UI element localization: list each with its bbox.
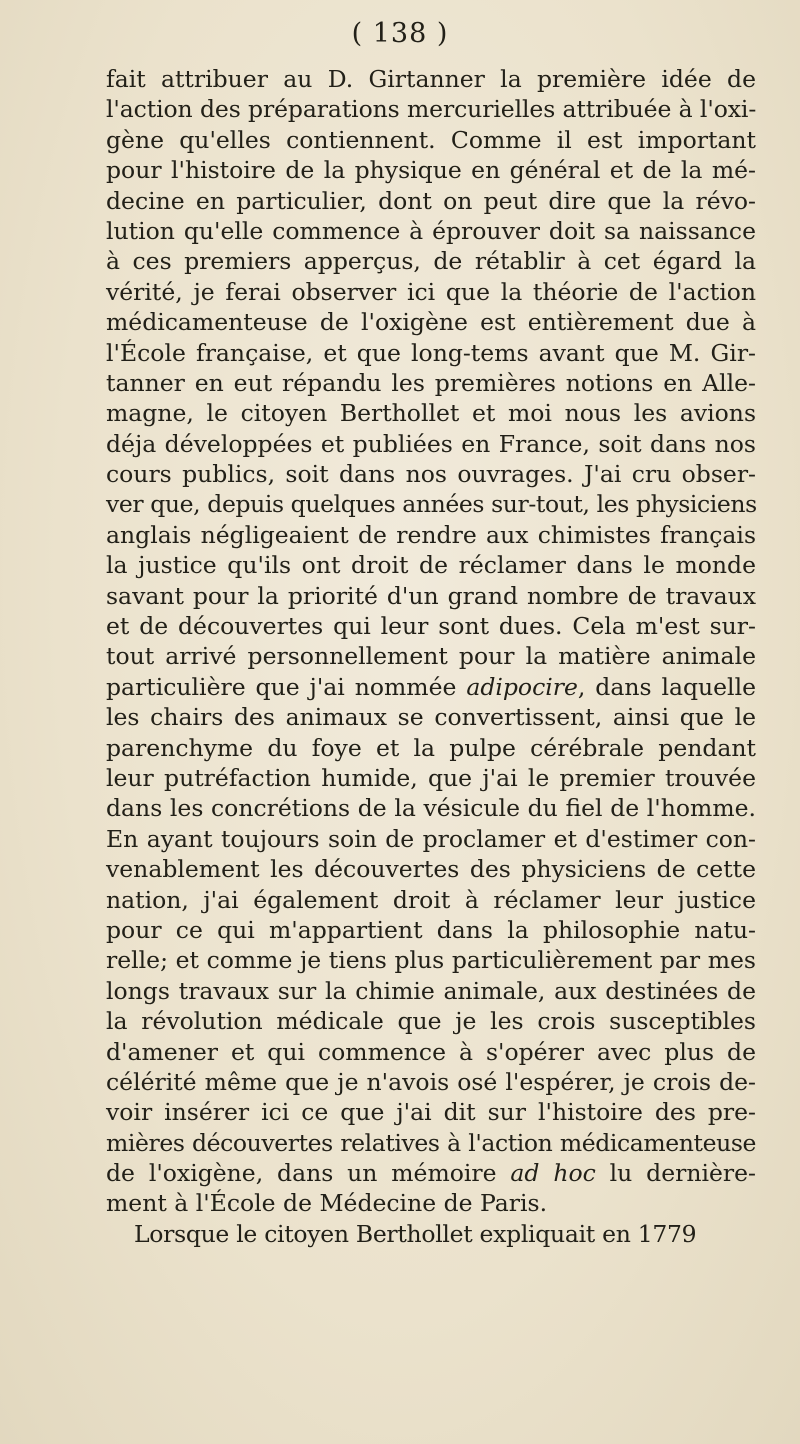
text-line: tout arrivé personnellement pour la matière animale bbox=[106, 642, 756, 671]
text-line: déja développées et publiées en France, soit dans nos bbox=[106, 429, 756, 458]
text-line bbox=[106, 1158, 756, 1188]
text-line: tanner en eut répandu les premières notions en Alle- bbox=[106, 368, 756, 397]
text-line: mières découvertes relatives à l'action médicamenteuse bbox=[106, 1128, 756, 1157]
text-line: magne, le citoyen Berthollet et moi nous les avions bbox=[106, 399, 756, 428]
text-line: la justice qu'ils ont droit de réclamer dans le monde bbox=[106, 551, 756, 580]
text-line: decine en particulier, dont on peut dire que la révo- bbox=[106, 186, 756, 215]
text-line: l'action des préparations mercurielles attribuée à l'oxi- bbox=[106, 95, 757, 124]
text-line: dans les concrétions de la vésicule du fiel de l'homme. bbox=[106, 794, 756, 823]
text-line: nation, j'ai également droit à réclamer leur justice bbox=[106, 885, 756, 914]
text-line: venablement les découvertes des physiciens de cette bbox=[106, 855, 756, 884]
italic-term: ad hoc bbox=[510, 1159, 596, 1188]
text-line: longs travaux sur la chimie animale, aux destinées de bbox=[106, 976, 756, 1005]
text-line: ver que, depuis quelques années sur-tout, les physiciens bbox=[106, 490, 757, 519]
text-line: anglais négligeaient de rendre aux chimistes français bbox=[106, 520, 756, 549]
text-segment: , dans laquelle bbox=[577, 672, 757, 701]
text-segment: particulière que j'ai nommée bbox=[106, 672, 467, 701]
text-line: d'amener et qui commence à s'opérer avec plus de bbox=[106, 1037, 756, 1066]
text-line: En ayant toujours soin de proclamer et d'estimer con- bbox=[106, 824, 756, 853]
text-line: l'École française, et que long-tems avant que M. Gir- bbox=[106, 338, 756, 367]
text-line: gène qu'elles contiennent. Comme il est important bbox=[106, 125, 756, 154]
text-segment: lu dernière- bbox=[595, 1159, 756, 1188]
text-line: savant pour la priorité d'un grand nombre de travaux bbox=[106, 581, 756, 610]
text-line: cours publics, soit dans nos ouvrages. J'ai cru obser- bbox=[106, 460, 756, 489]
text-line: la révolution médicale que je les crois susceptibles bbox=[106, 1007, 756, 1036]
text-line: pour ce qui m'appartient dans la philosophie natu- bbox=[106, 915, 756, 944]
text-line: et de découvertes qui leur sont dues. Cela m'est sur- bbox=[106, 612, 756, 641]
text-line: célérité même que je n'avois osé l'espérer, je crois de- bbox=[106, 1067, 756, 1096]
page-number: ( 138 ) bbox=[351, 18, 449, 49]
italic-term: adipocire bbox=[466, 672, 578, 701]
text-line: voir insérer ici ce que j'ai dit sur l'histoire des pre- bbox=[106, 1098, 756, 1127]
text-segment: de l'oxigène, dans un mémoire bbox=[106, 1159, 511, 1188]
text-line: vérité, je ferai observer ici que la théorie de l'action bbox=[106, 277, 756, 306]
text-line: les chairs des animaux se convertissent, ainsi que le bbox=[106, 703, 756, 732]
text-line: fait attribuer au D. Girtanner la première idée de bbox=[106, 65, 756, 93]
text-line: lution qu'elle commence à éprouver doit sa naissance bbox=[106, 216, 756, 245]
text-line: relle; et comme je tiens plus particulièrement par mes bbox=[106, 946, 756, 975]
text-line: pour l'histoire de la physique en général et de la mé- bbox=[106, 156, 756, 185]
text-line: ment à l'École de Médecine de Paris. bbox=[106, 1189, 548, 1218]
text-line: à ces premiers apperçus, de rétablir à cet égard la bbox=[106, 247, 756, 276]
body-text bbox=[106, 64, 756, 1249]
text-line: Lorsque le citoyen Berthollet expliquait en 1779 bbox=[134, 1219, 697, 1248]
text-line: parenchyme du foye et la pulpe cérébrale pendant bbox=[106, 733, 756, 762]
text-line: médicamenteuse de l'oxigène est entièrement due à bbox=[106, 308, 756, 337]
text-line bbox=[106, 672, 756, 702]
text-line: leur putréfaction humide, que j'ai le premier trouvée bbox=[106, 763, 756, 792]
